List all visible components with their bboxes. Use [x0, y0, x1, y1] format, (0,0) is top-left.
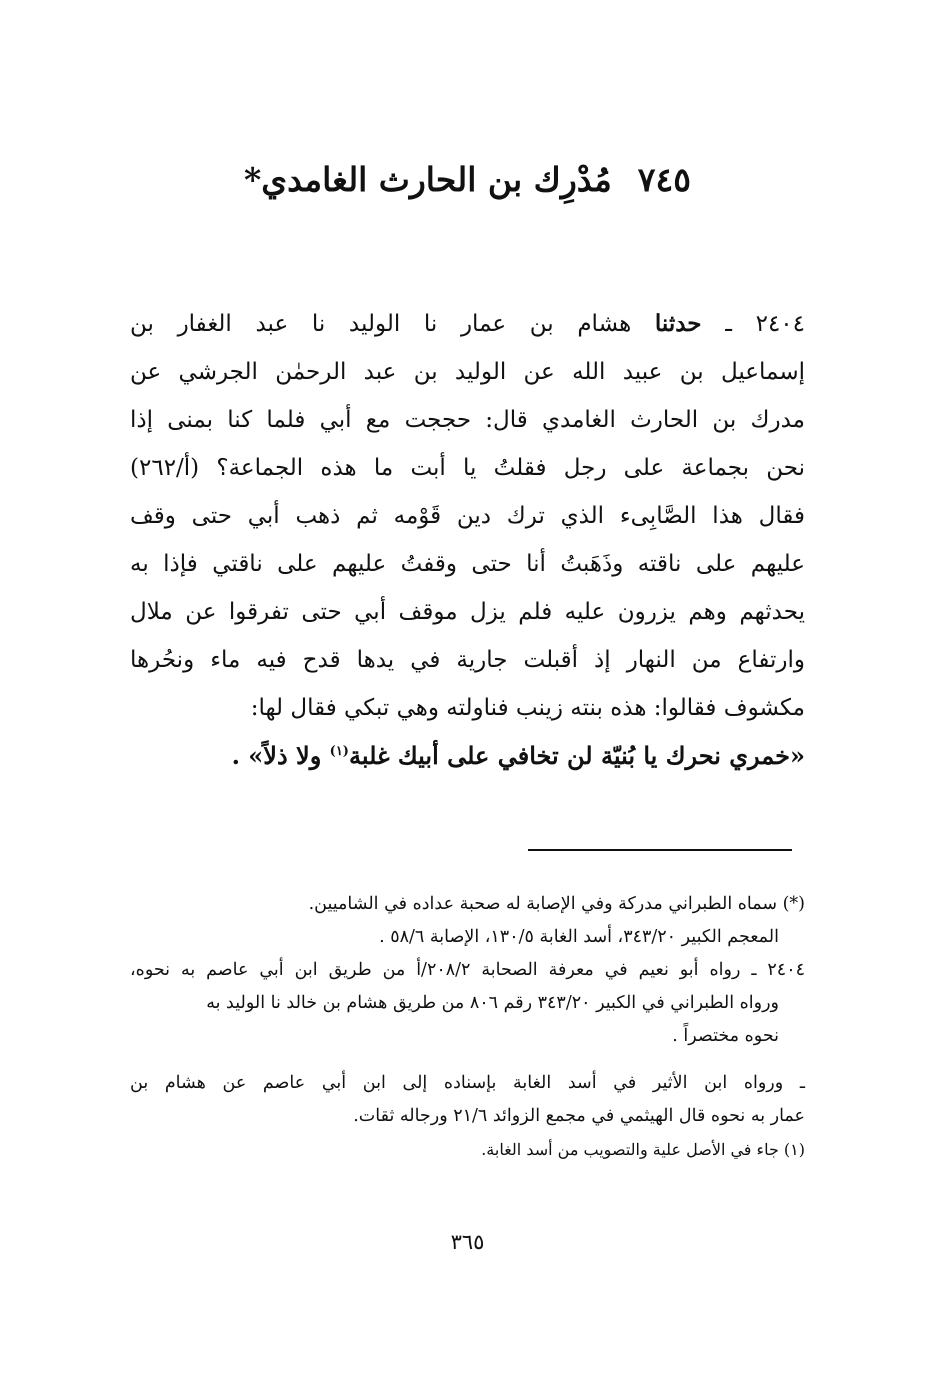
hadith-number: ٢٤٠٤ ـ: [725, 311, 806, 337]
poem-line: [130, 732, 805, 780]
footnote-1: (١) جاء في الأصل علية والتصويب من أسد الغابة.: [481, 1140, 805, 1159]
entry-heading: [180, 150, 755, 210]
footnote-2404-line-1: ٢٤٠٤ ـ رواه أبو نعيم في معرفة الصحابة ٢٠٨/٢/أ من طريق ابن أبي عاصم به نحوه،: [130, 960, 806, 980]
text-line-6: عليهم على ناقته وذَهَبتُ أنا حتى وقفتُ عليهم على ناقتي فإذا به: [130, 551, 805, 577]
footnote-athir-line-1: ـ ورواه ابن الأثير في أسد الغابة بإسناده إلى ابن أبي عاصم عن هشام بن: [130, 1073, 805, 1093]
footnote-ref-1: (١): [329, 744, 349, 759]
line-1-rest: هشام بن عمار نا الوليد نا عبد الغفار بن: [130, 311, 655, 337]
text-line-3: مدرك بن الحارث الغامدي قال: حججت مع أبي فلما كنا بمنى إذا: [130, 407, 805, 433]
footnote-star-line-2: المعجم الكبير ٣٤٣/٢٠، أسد الغابة ١٣٠/٥، الإصابة ٥٨/٦ .: [379, 927, 779, 947]
footnotes: [130, 888, 805, 1166]
footnote-divider: [528, 849, 792, 851]
text-line-7: يحدثهم وهم يزرون عليه فلم يزل موقف أبي حتى تفرقوا عن ملال: [130, 599, 805, 625]
text-line-8: وارتفاع من النهار إذ أقبلت جارية في يدها قدح فيه ماء ونحُرها: [130, 647, 805, 673]
text-line-2: إسماعيل بن عبيد الله عن الوليد بن عبد الرحمٰن الجرشي عن: [130, 359, 805, 385]
text-line-9: مكشوف فقالوا: هذه بنته زينب فناولته وهي تبكي فقال لها:: [250, 695, 805, 721]
lead-word: حدثنا: [654, 310, 702, 337]
entry-number: ٧٤٥: [637, 160, 691, 199]
poem-open: «خمري نحرك يا بُنيّة لن تخافي على أبيك غلبة: [348, 741, 805, 770]
footnote-athir-line-2: عمار به نحوه قال الهيثمي في مجمع الزوائد ٢١/٦ ورجاله ثقات.: [353, 1106, 805, 1126]
text-line-4: نحن بجماعة على رجل فقلتُ يا أبت ما هذه الجماعة؟ (أ/٢٦٢): [130, 455, 805, 481]
hadith-text: [130, 300, 805, 780]
text-line-1: [130, 300, 805, 348]
page-number: ٣٦٥: [450, 1230, 485, 1254]
footnote-2404-line-3: نحوه مختصراً .: [672, 1026, 779, 1046]
footnote-star-line-1: (*) سماه الطبراني مدركة وفي الإصابة له صحبة عداده في الشاميين.: [308, 894, 805, 914]
footnote-2404-line-2: ورواه الطبراني في الكبير ٣٤٣/٢٠ رقم ٨٠٦ من طريق هشام بن خالد نا الوليد به: [206, 993, 779, 1013]
poem-close: ولا ذلاً» .: [231, 741, 330, 770]
text-line-5: فقال هذا الصَّابِىء الذي ترك دين قَوْمه ثم ذهب أبي حتى وقف: [130, 503, 805, 529]
entry-name: مُدْرِك بن الحارث الغامدي*: [244, 160, 612, 199]
